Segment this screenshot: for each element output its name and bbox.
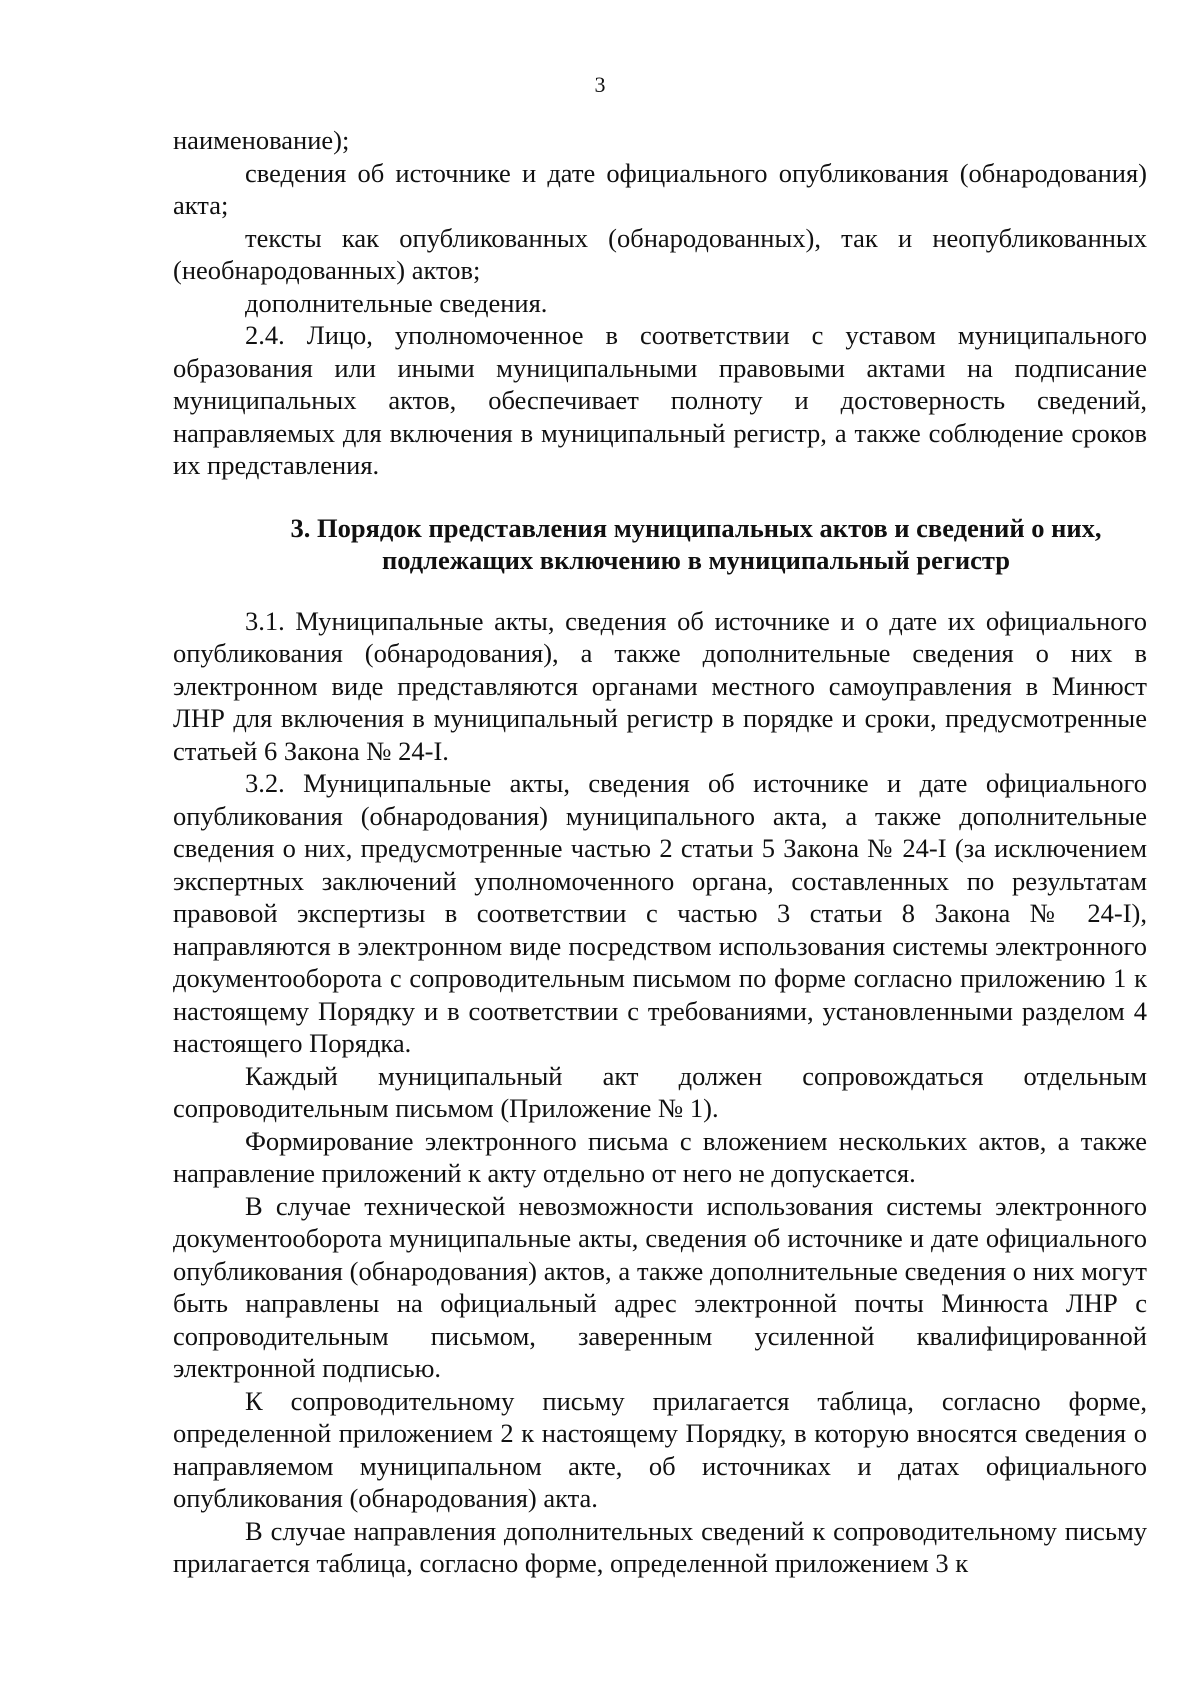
paragraph: В случае направления дополнительных сведений к сопроводительному письму прилагается таблица, согласно форме, определенной приложением 3 к	[173, 1515, 1147, 1578]
section-heading-line: подлежащих включению в муниципальный регистр	[381, 545, 1011, 575]
document-body	[173, 124, 1147, 1580]
section-3-heading	[173, 512, 1147, 577]
paragraph: дополнительные сведения.	[245, 287, 548, 318]
paragraph: Каждый муниципальный акт должен сопровождаться отдельным сопроводительным письмом (Приложение № 1).	[173, 1060, 1147, 1123]
section-heading-line: 3. Порядок представления муниципальных актов и сведений о них,	[290, 512, 1102, 543]
paragraph: В случае технической невозможности использования системы электронного документооборота муниципальные акты, сведения об источнике и дате официального опубликования (обнародования) актов, а также дополнительные сведения о них могут быть направлены на официальный адрес электронной почты Минюста ЛНР с сопроводительным письмом, заверенным усиленной квалифицированной электронной подписью.	[173, 1190, 1147, 1383]
paragraph: Формирование электронного письма с вложением нескольких актов, а также направление приложений к акту отдельно от него не допускается.	[173, 1125, 1147, 1188]
paragraph: К сопроводительному письму прилагается таблица, согласно форме, определенной приложением 2 к настоящему Порядку, в которую вносятся сведения о направляемом муниципальном акте, об источниках и датах официального опубликования (обнародования) акта.	[173, 1385, 1147, 1513]
paragraph-3-2: 3.2. Муниципальные акты, сведения об источнике и дате официального опубликования (обнародования) муниципального акта, а также дополнительные сведения о них, предусмотренные частью 2 статьи 5 Закона № 24-I (за исключением экспертных заключений уполномоченного органа, составленных по результатам правовой экспертизы в соответствии с частью 3 статьи 8 Закона № 24-I), направляются в электронном виде посредством использования системы электронного документооборота с сопроводительным письмом по форме согласно приложению 1 к настоящему Порядку и в соответствии с требованиями, установленными разделом 4 настоящего Порядка.	[173, 768, 1147, 1058]
paragraph: сведения об источнике и дате официального опубликования (обнародования) акта;	[173, 157, 1147, 220]
paragraph-2-4: 2.4. Лицо, уполномоченное в соответствии с уставом муниципального образования или иными муниципальными правовыми актами на подписание муниципальных актов, обеспечивает полноту и достоверность сведений, направляемых для включения в муниципальный регистр, а также соблюдение сроков их представления.	[173, 320, 1147, 480]
paragraph-3-1: 3.1. Муниципальные акты, сведения об источнике и о дате их официального опубликования (обнародования), а также дополнительные сведения о них в электронном виде представляются органами местного самоуправления в Минюст ЛНР для включения в муниципальный регистр в порядке и сроки, предусмотренные статьей 6 Закона № 24-I.	[173, 605, 1147, 766]
paragraph: тексты как опубликованных (обнародованных), так и неопубликованных (необнародованных) актов;	[173, 222, 1147, 285]
page-number: 3	[594, 72, 606, 97]
paragraph: наименование);	[173, 125, 350, 155]
